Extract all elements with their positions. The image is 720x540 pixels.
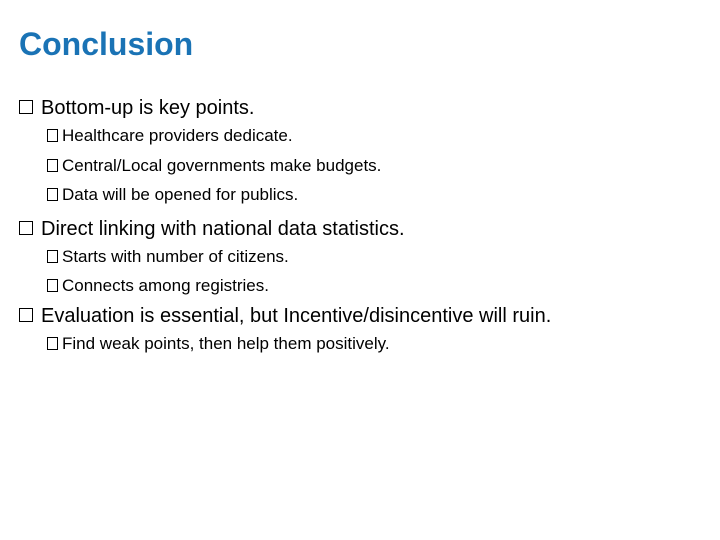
bullet-level2 bbox=[47, 275, 269, 297]
box-bullet-icon bbox=[47, 129, 58, 142]
bullet-text: Central/Local governments make budgets. bbox=[62, 156, 382, 175]
bullet-text: Direct linking with national data statistics. bbox=[41, 218, 405, 240]
box-bullet-icon bbox=[19, 308, 33, 322]
bullet-text: Bottom-up is key points. bbox=[41, 97, 255, 119]
bullet-level2 bbox=[47, 333, 390, 355]
slide-title: Conclusion bbox=[19, 26, 194, 62]
bullet-text: Evaluation is essential, but Incentive/disincentive will ruin. bbox=[41, 305, 552, 327]
bullet-level1 bbox=[19, 95, 254, 121]
bullet-level1 bbox=[19, 216, 405, 242]
box-bullet-icon bbox=[47, 188, 58, 201]
bullet-level1 bbox=[19, 303, 551, 329]
bullet-text: Starts with number of citizens. bbox=[62, 247, 289, 266]
box-bullet-icon bbox=[19, 221, 33, 235]
box-bullet-icon bbox=[47, 337, 58, 350]
bullet-level2 bbox=[47, 246, 289, 268]
bullet-level2 bbox=[47, 125, 293, 147]
box-bullet-icon bbox=[19, 100, 33, 114]
bullet-level2 bbox=[47, 184, 298, 206]
box-bullet-icon bbox=[47, 250, 58, 263]
bullet-text: Find weak points, then help them positively. bbox=[62, 334, 390, 353]
bullet-text: Connects among registries. bbox=[62, 276, 269, 295]
bullet-text: Healthcare providers dedicate. bbox=[62, 126, 293, 145]
box-bullet-icon bbox=[47, 159, 58, 172]
box-bullet-icon bbox=[47, 279, 58, 292]
bullet-text: Data will be opened for publics. bbox=[62, 185, 299, 204]
bullet-level2 bbox=[47, 155, 381, 177]
